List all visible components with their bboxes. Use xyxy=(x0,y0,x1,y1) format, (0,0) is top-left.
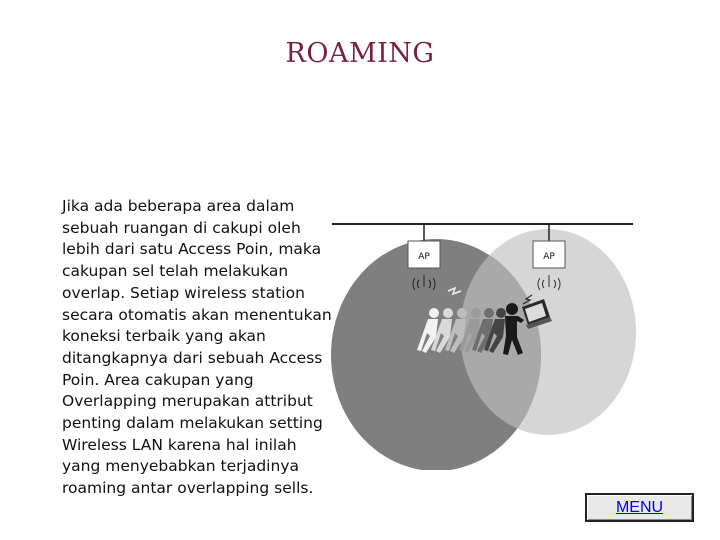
ap-left-label: AP xyxy=(418,252,430,262)
slide-body-text: Jika ada beberapa area dalam sebuah ruangan di cakupi oleh lebih dari satu Access Poin, maka cakupan sel telah melakukan overlap. Setiap wireless station secara otomatis akan menentukan koneksi terbaik yang akan ditangkapnya dari sebuah Access Poin. Area cakupan yang Overlapping merupakan attribut penting dalam melakukan setting Wireless LAN karena hal inilah yang menyebabkan terjadinya roaming antar overlapping sells. xyxy=(62,197,332,498)
ap-right-label: AP xyxy=(543,252,555,262)
slide-title: ROAMING xyxy=(285,38,435,69)
access-point-left xyxy=(408,241,440,268)
menu-button[interactable]: MENU xyxy=(585,493,694,522)
access-point-right xyxy=(533,241,565,268)
roaming-diagram xyxy=(300,205,645,470)
